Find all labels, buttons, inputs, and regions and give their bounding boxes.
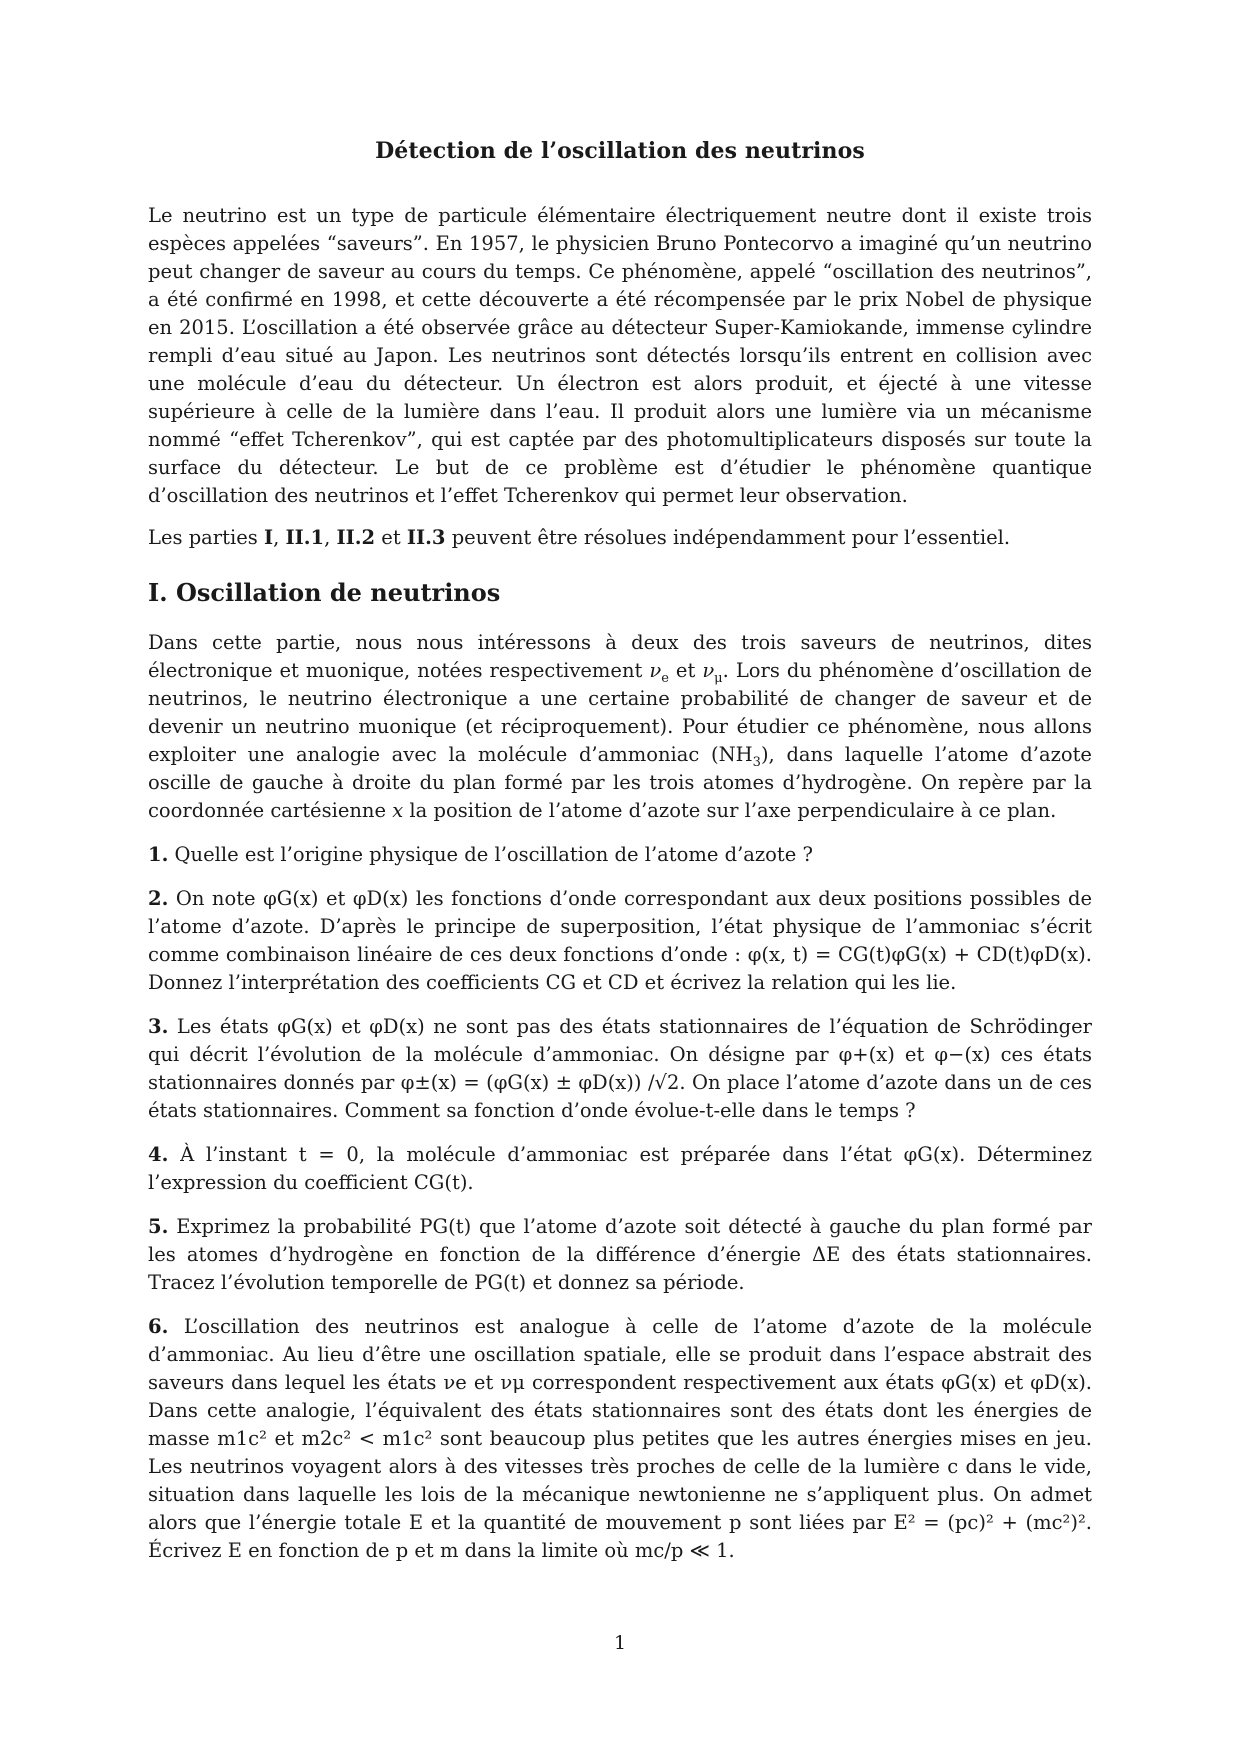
question-6-text: L’oscillation des neutrinos est analogue à celle de l’atome d’azote de la molécule d’ammoniac. Au lieu d’être une oscillation spatiale, elle se produit dans l’espace abstrait des saveurs dans lequel les états νe et νμ correspondent respectivement aux états φG(x) et φD(x). Dans cette analogie, l’équivalent des états stationnaires sont des états dont les énergies de masse m1c² et m2c² < m1c² sont beaucoup plus petites que les autres énergies mises en jeu. Les neutrinos voyagent alors à des vitesses très proches de celle de la lumière c dans le vide, situation dans laquelle les lois de la mécanique newtonienne ne s’appliquent plus. On admet alors que l’énergie totale E et la quantité de mouvement p sont liées par E² = (pc)² + (mc²)². Écrivez E en fonction de p et m dans la limite où mc/p ≪ 1. (148, 1315, 1092, 1562)
question-5 (148, 1213, 1092, 1297)
parts-note-sep-2: , (324, 526, 337, 549)
question-2 (148, 885, 1092, 997)
section-1-intro (148, 629, 1092, 825)
parts-note-sep-1: , (273, 526, 286, 549)
question-4-number: 4. (148, 1143, 169, 1166)
section-1-title: I. Oscillation de neutrinos (148, 578, 501, 607)
part-ref-2: II.1 (285, 526, 325, 549)
part-ref-1: I (263, 526, 274, 549)
parts-note-sep-3: et (375, 526, 407, 549)
question-1 (148, 841, 1092, 869)
question-4 (148, 1141, 1092, 1197)
question-5-text: Exprimez la probabilité PG(t) que l’atome d’azote soit détecté à gauche du plan formé par les atomes d’hydrogène en fonction de la différence d’énergie ΔE des états stationnaires. Tracez l’évolution temporelle de PG(t) et donnez sa période. (148, 1215, 1092, 1294)
s1-text-b: . Lors du phénomène d’oscillation de neutrinos, le neutrino électronique a une certaine probabilité de changer de saveur et de devenir un neutrino muonique (et réciproquement). Pour étudier ce phénomène, nous allons exploiter une analogie avec la molécule d’ammoniac (NH (148, 659, 1092, 766)
question-3-number: 3. (148, 1015, 169, 1038)
s1-text-a: Dans cette partie, nous nous intéressons à deux des trois saveurs de neutrinos, dites électronique et muonique, notées respectivement (148, 631, 1092, 682)
question-5-number: 5. (148, 1215, 169, 1238)
question-2-text: On note φG(x) et φD(x) les fonctions d’onde correspondant aux deux positions possibles de l’atome d’azote. D’après le principe de superposition, l’état physique de l’ammoniac s’écrit comme combinaison linéaire de ces deux fonctions d’onde : φ(x, t) = CG(t)φG(x) + CD(t)φD(x). Donnez l’interprétation des coefficients CG et CD et écrivez la relation qui les lie. (148, 887, 1092, 994)
nh3-subscript: 3 (752, 754, 761, 770)
question-4-text: À l’instant t = 0, la molécule d’ammoniac est préparée dans l’état φG(x). Déterminez l’expression du coefficient CG(t). (148, 1143, 1092, 1194)
part-ref-4: II.3 (406, 526, 446, 549)
question-3 (148, 1013, 1092, 1125)
parts-note-pre: Les parties (148, 526, 264, 549)
part-ref-3: II.2 (336, 526, 376, 549)
nu-mu-subscript: μ (714, 670, 723, 686)
document-title: Détection de l’oscillation des neutrinos (375, 138, 865, 164)
s1-text-d: la position de l’atome d’azote sur l’axe perpendiculaire à ce plan. (403, 799, 1057, 822)
document-page (148, 138, 1092, 1581)
s1-text-c: ), dans laquelle l’atome d’azote oscille de gauche à droite du plan formé par les trois atomes d’hydrogène. On repère par la coordonnée cartésienne (148, 743, 1092, 822)
page-number: 1 (613, 1632, 627, 1654)
question-2-number: 2. (148, 887, 169, 910)
nu-e-subscript: e (661, 670, 669, 686)
question-3-text: Les états φG(x) et φD(x) ne sont pas des états stationnaires de l’équation de Schrödinger qui décrit l’évolution de la molécule d’ammoniac. On désigne par φ+(x) et φ−(x) ces états stationnaires donnés par φ±(x) = (φG(x) ± φD(x)) /√2. On place l’atome d’azote dans un de ces états stationnaires. Comment sa fonction d’onde évolue-t-elle dans le temps ? (148, 1015, 1092, 1122)
x-symbol: x (392, 799, 404, 822)
intro-paragraph: Le neutrino est un type de particule élémentaire électriquement neutre dont il existe trois espèces appelées “saveurs”. En 1957, le physicien Bruno Pontecorvo a imaginé qu’un neutrino peut changer de saveur au cours du temps. Ce phénomène, appelé “oscillation des neutrinos”, a été confirmé en 1998, et cette découverte a été récompensée par le prix Nobel de physique en 2015. L’oscillation a été observée grâce au détecteur Super-Kamiokande, immense cylindre rempli d’eau situé au Japon. Les neutrinos sont détectés lorsqu’ils entrent en collision avec une molécule d’eau du détecteur. Un électron est alors produit, et éjecté à une vitesse supérieure à celle de la lumière dans l’eau. Il produit alors une lumière via un mécanisme nommé “effet Tcherenkov”, qui est captée par des photomultiplicateurs disposés sur toute la surface du détecteur. Le but de ce problème est d’étudier le phénomène quantique d’oscillation des neutrinos et l’effet Tcherenkov qui permet leur observation. (148, 204, 1092, 507)
question-1-text: Quelle est l’origine physique de l’oscillation de l’atome d’azote ? (168, 843, 813, 866)
parts-note (148, 524, 1092, 552)
parts-note-post: peuvent être résolues indépendamment pour l’essentiel. (445, 526, 1011, 549)
s1-text-and: et (668, 659, 703, 682)
nu-symbol-2: ν (702, 659, 715, 682)
question-1-number: 1. (148, 843, 169, 866)
nu-symbol: ν (649, 659, 662, 682)
question-6-number: 6. (148, 1315, 169, 1338)
question-6 (148, 1313, 1092, 1565)
